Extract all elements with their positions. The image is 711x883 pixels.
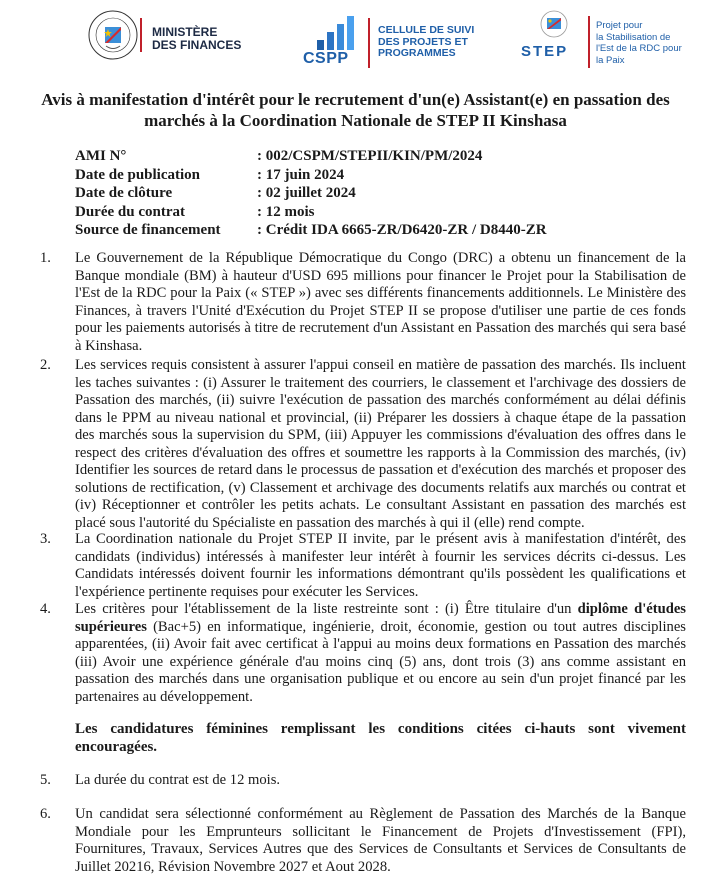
paragraph-number: 2.: [40, 357, 51, 373]
paragraph-text: Le Gouvernement de la République Démocratique du Congo (DRC) a obtenu un financement de la Banque mondiale (BM) à hauteur d'USD 695 millions pour financer le Projet pour la Stabilisation de l'Est de la RDC pour la Paix (« STEP ») avec ses différents financements additionnels. Le Ministère des Finances, à travers l'Unité d'Exécution du Projet STEP II se propose d'utiliser une partie de ces fonds pour les paiements autorisés à titre de recrutement d'un Assistant en Passation des marchés qui sera basé à Kinshasa.: [75, 250, 686, 354]
info-label: AMI N°: [75, 148, 127, 164]
ministry-name: [152, 26, 241, 52]
info-table: [75, 147, 547, 240]
ministry-line: DES FINANCES: [152, 38, 242, 52]
paragraph-text: Les services requis consistent à assurer l'appui conseil en matière de passation des marchés. Ils incluent les taches suivantes : (i) Assurer le traitement des courriers, le classement et l'archivage des dossiers de Passation des marchés, (ii) suivre l'exécution de passation des marchés conformément au délai définis dans le PPM au niveau national et provincial, (ii) Préparer les dossiers à chaque étape de la passation des marchés sous la supervision du SPM, (iii) Appuyer les commissions d'évaluation des offres dans le respect des critères d'évaluation des offres et soumettre les rapports à la Commission des marchés, (iv) Identifier les sources de retard dans le processus de passation et d'exécution des marchés et proposer des solutions de rectification, (v) Classement et archivage des documents relatifs aux marchés ou contrat et (iv) Réceptionner et contrôler les petits achats. Le consultant Assistant en passation des marchés est placé sous l'autorité du Spécialiste en passation des marchés à qui il (elle) rend compte.: [75, 357, 686, 531]
cspp-bars-icon: [313, 14, 359, 52]
info-label: Durée du contrat: [75, 203, 185, 220]
info-row: [75, 221, 547, 240]
paragraph-text: La durée du contrat est de 12 mois.: [75, 772, 281, 788]
cellule-line: DES PROJETS ET: [378, 35, 468, 48]
paragraph-number: 6.: [40, 806, 51, 822]
projet-line: l'Est de la RDC pour: [596, 43, 682, 54]
page-title: Avis à manifestation d'intérêt pour le recrutement d'un(e) Assistant(e) en passation des marchés à la Coordination Nationale de STEP II Kinshasa: [41, 90, 670, 130]
info-row: [75, 166, 547, 185]
info-value: : Crédit IDA 6665-ZR/D6420-ZR / D8440-ZR: [257, 222, 547, 238]
info-label: Date de clôture: [75, 185, 173, 201]
cellule-line: CELLULE DE SUIVI: [378, 24, 475, 36]
paragraph: [20, 250, 686, 355]
paragraph: [20, 806, 686, 876]
paragraph-text: Un candidat sera sélectionné conformément au Règlement de Passation des Marchés de la Banque Mondiale pour les Emprunteurs sollicitant le Financement de Projets d'Investissement (FPI), Fournitures, Travaux, Services Autres que des Services de Consultants et Services de Consultants de Juillet 20216, Révision Novembre 2027 et Aout 2028.: [75, 806, 686, 875]
paragraph-text-part: (Bac+5) en informatique, ingénierie, droit, économie, gestion ou tout autres disciplines apparentées, (ii) Avoir fait avec certificat à l'appui au moins deux formations en Passation des marchés (iii) Avoir une expérience générale d'au moins cinq (5) ans, dont trois (3) ans comme assistant en passation des marchés dans une organisation publique et ou encore au sein d'un projet financé par les partenaires au développement.: [75, 618, 686, 705]
rdc-government-seal: [88, 10, 138, 60]
paragraph: [20, 601, 686, 706]
paragraph-text-part: Les critères pour l'établissement de la liste restreinte sont : (i) Être titulaire d'un: [75, 601, 578, 617]
ministry-line: MINISTÈRE: [152, 25, 218, 39]
paragraph-text: La Coordination nationale du Projet STEP II invite, par le présent avis à manifestation d'intérêt, des candidats (individus) intéressés à manifester leur intérêt à fournir les services décrits ci-dessus. Les Candidats intéressés doivent fournir les informations démontrant qu'ils possèdent les qualifications et l'expérience pertinente requises pour exécuter les Services.: [75, 531, 686, 600]
projet-name: [596, 20, 682, 66]
step-acronym: STEP: [521, 43, 569, 60]
projet-line: la Stabilisation de: [596, 31, 671, 43]
paragraph-number: 5.: [40, 772, 51, 788]
header-logos: [0, 6, 711, 72]
info-value: : 002/CSPM/STEPII/KIN/PM/2024: [257, 148, 483, 164]
paragraph: [20, 357, 686, 532]
paragraph-number: 4.: [40, 601, 51, 617]
info-value: : 02 juillet 2024: [257, 185, 356, 201]
paragraph-text: [75, 601, 686, 706]
projet-line: la Paix: [596, 54, 625, 66]
cellule-name: [378, 25, 474, 60]
divider: [140, 18, 142, 52]
projet-line: Projet pour: [596, 20, 643, 31]
paragraph: [20, 772, 686, 790]
info-label: Date de publication: [75, 166, 201, 183]
info-label: Source de financement: [75, 222, 221, 238]
cspp-acronym: CSPP: [303, 50, 349, 67]
cellule-line: PROGRAMMES: [378, 47, 456, 59]
paragraph: [20, 531, 686, 601]
paragraph-number: 3.: [40, 531, 51, 547]
step-flag-icon: [540, 10, 568, 38]
divider: [368, 18, 370, 68]
info-row: [75, 184, 547, 203]
paragraph-text-bold: diplôme d'études supérieures: [75, 601, 686, 635]
info-row: [75, 147, 547, 166]
info-row: [75, 203, 547, 222]
info-value: : 12 mois: [257, 203, 315, 220]
paragraph-number: 1.: [40, 250, 51, 266]
info-value: : 17 juin 2024: [257, 166, 345, 183]
women-encouraged-notice: Les candidatures féminines remplissant les conditions citées ci-hauts sont vivement encouragées.: [75, 721, 686, 755]
divider: [588, 16, 590, 68]
